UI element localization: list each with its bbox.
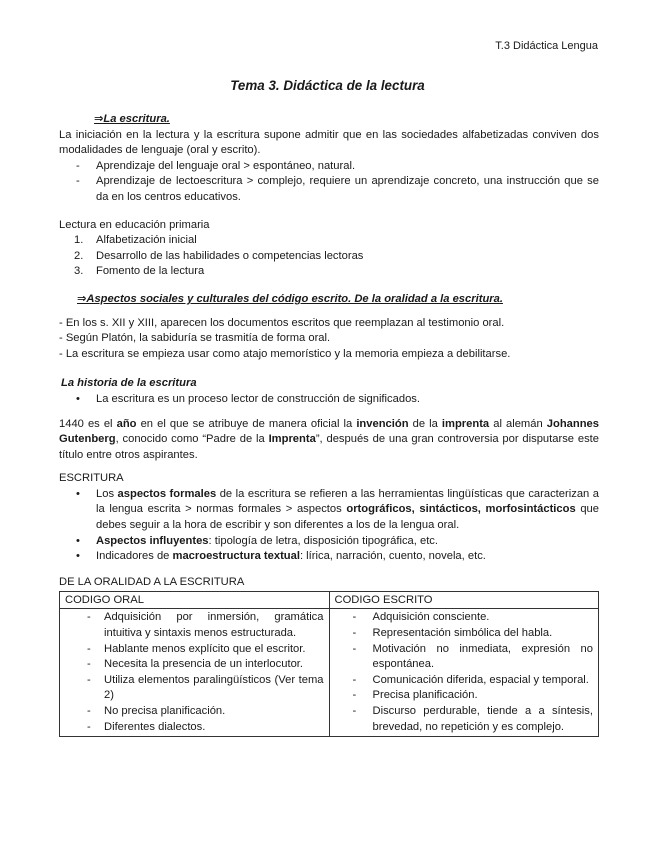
text-line: - Según Platón, la sabiduría se trasmitía de forma oral. (59, 332, 331, 345)
primaria-list (59, 233, 599, 280)
oral-list (65, 610, 324, 735)
escritura-list (59, 487, 599, 565)
list-item: - Aprendizaje del lenguaje oral > espontáneo, natural. (59, 159, 599, 175)
list-item: - Motivación no inmediata, expresión no espontánea. (352, 642, 593, 671)
list-item: 3. Fomento de la lectura (74, 265, 205, 278)
dash-marker: - (76, 159, 80, 172)
intro-paragraph: La iniciación en la lectura y la escritura supone admitir que en las sociedades alfabetizadas conviven dos modalidades de lenguaje (oral y escrito). (59, 128, 599, 157)
list-item: - Comunicación diferida, espacial y temporal. (352, 673, 589, 686)
historia-list (59, 392, 599, 408)
list-item: 2. Desarrollo de las habilidades o competencias lectoras (74, 249, 364, 262)
section-heading-escritura: ⇒La escritura. (94, 113, 170, 125)
list-item: - Representación simbólica del habla. (352, 627, 553, 640)
table-caption: DE LA ORALIDAD A LA ESCRITURA (59, 575, 245, 588)
bullet-marker: • (76, 487, 80, 500)
primaria-heading: Lectura en educación primaria (59, 218, 210, 231)
historia-heading: La historia de la escritura (61, 377, 197, 390)
list-item: 1. Alfabetización inicial (74, 234, 197, 247)
list-item: • Indicadores de macroestructura textual: lírica, narración, cuento, novela, etc. (59, 549, 599, 565)
bullet-marker: • (76, 550, 80, 563)
dash-marker: - (76, 175, 80, 188)
column-header-oral: CODIGO ORAL (60, 592, 330, 609)
bullet-marker: • (76, 534, 80, 547)
list-item: - Diferentes dialectos. (87, 720, 206, 733)
list-item: - Hablante menos explícito que el escritor. (87, 642, 306, 655)
comparison-table (59, 591, 599, 737)
escrito-list (335, 610, 594, 735)
page-title: Tema 3. Didáctica de la lectura (230, 78, 425, 93)
document-body (59, 112, 599, 737)
header-doc-tag: T.3 Didáctica Lengua (495, 40, 598, 52)
column-header-escrito: CODIGO ESCRITO (329, 592, 599, 609)
list-item: • La escritura es un proceso lector de construcción de significados. (59, 392, 599, 408)
escrito-cell (329, 609, 599, 737)
list-item: - No precisa planificación. (87, 705, 226, 717)
text-line: - En los s. XII y XIII, aparecen los documentos escritos que reemplazan al testimonio oral. (59, 316, 505, 329)
bullet-marker: • (76, 392, 80, 405)
list-item: - Utiliza elementos paralingüísticos (Ver tema 2) (87, 673, 324, 702)
list-item: • Los aspectos formales de la escritura se refieren a las herramientas lingüísticas que caracterizan a la lengua escrita > normas formales > aspectos ortográficos, sintácticos, morfosintácticos que debes seguir a la hora de escribir y son diferentes a los de la lengua oral. (76, 487, 600, 532)
gutenberg-paragraph: 1440 es el año en el que se atribuye de manera oficial la invención de la imprenta al alemán Johannes Gutenberg, conocido como “Padre de la Imprenta”, después de una gran controversia por disputarse este título entre otros aspirantes. (59, 417, 599, 461)
list-item: • Aspectos influyentes: tipología de letra, disposición tipográfica, etc. (59, 534, 599, 550)
list-item: - Necesita la presencia de un interlocutor. (87, 658, 304, 671)
escritura-heading: ESCRITURA (59, 472, 124, 485)
list-item: - Discurso perdurable, tiende a a síntesis, brevedad, no repetición y es complejo. (352, 705, 593, 733)
list-item: - Precisa planificación. (352, 689, 478, 702)
list-item: - Adquisición por inmersión, gramática intuitiva y sintaxis menos estructurada. (87, 611, 324, 640)
list-item: - Aprendizaje de lectoescritura > complejo, requiere un aprendizaje concreto, una instrucción que se da en los centros educativos. (76, 175, 599, 203)
oral-cell (60, 609, 330, 737)
modalidades-list (59, 159, 599, 206)
text-line: - La escritura se empieza usar como atajo memorístico y la memoria empieza a debilitarse. (59, 347, 511, 360)
section-heading-aspectos: ⇒Aspectos sociales y culturales del código escrito. De la oralidad a la escritura. (77, 292, 503, 305)
list-item: - Adquisición consciente. (352, 611, 490, 624)
